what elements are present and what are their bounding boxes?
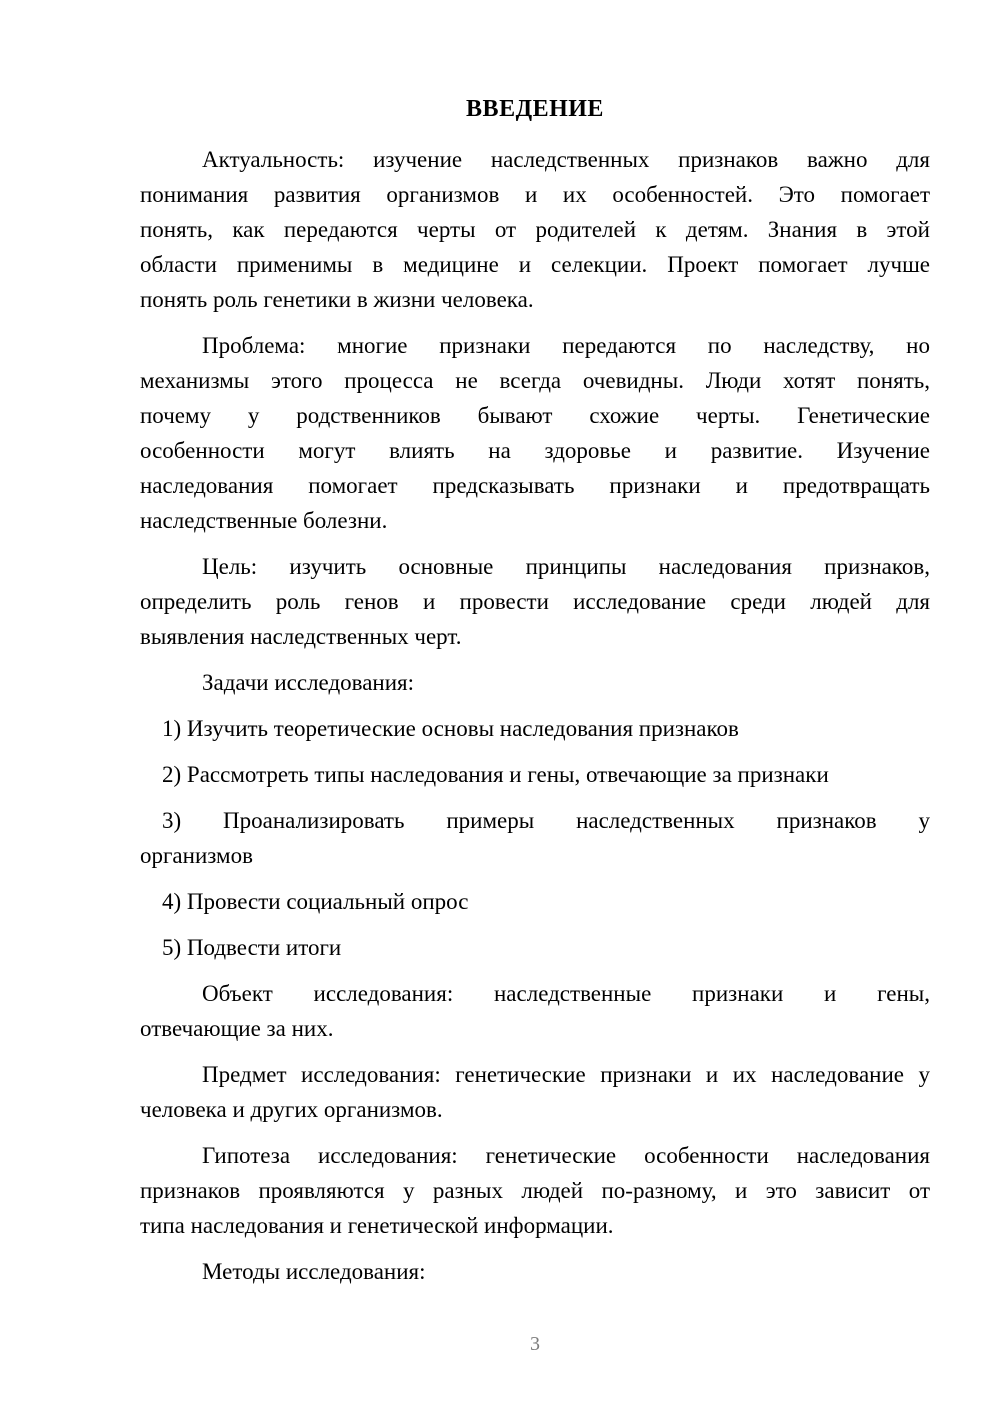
text-line: 1) Изучить теоретические основы наследования признаков: [162, 716, 739, 741]
methods-heading: [140, 1254, 930, 1289]
text-line: выявления наследственных черт.: [140, 624, 462, 649]
text-line: механизмы этого процесса не всегда очевидны. Люди хотят понять,: [140, 368, 930, 393]
text-line: 2) Рассмотреть типы наследования и гены, отвечающие за признаки: [162, 762, 829, 787]
paragraph-subject: [140, 1057, 930, 1127]
text-line: 5) Подвести итоги: [162, 935, 342, 960]
text-line: человека и других организмов.: [140, 1097, 443, 1122]
text-line: признаков проявляются у разных людей по-разному, и это зависит от: [140, 1178, 930, 1203]
text-line: определить роль генов и провести исследование среди людей для: [140, 589, 930, 614]
text-line: области применимы в медицине и селекции. Проект помогает лучше: [140, 252, 930, 277]
task-item-2: [140, 757, 930, 792]
paragraph-relevance: [140, 142, 930, 317]
paragraph-hypothesis: [140, 1138, 930, 1243]
text-line: понимания развития организмов и их особенностей. Это помогает: [140, 182, 930, 207]
text-line: организмов: [140, 843, 253, 868]
text-line: понять, как передаются черты от родителей к детям. Знания в этой: [140, 217, 930, 242]
tasks-heading: [140, 665, 930, 700]
text-line: особенности могут влиять на здоровье и развитие. Изучение: [140, 438, 930, 463]
text-line: Цель: изучить основные принципы наследования признаков,: [202, 554, 930, 579]
text-line: Объект исследования: наследственные признаки и гены,: [202, 981, 930, 1006]
document-title: ВВЕДЕНИЕ: [466, 96, 604, 122]
text-line: Задачи исследования:: [202, 670, 415, 695]
text-line: почему у родственников бывают схожие черты. Генетические: [140, 403, 930, 428]
text-line: Предмет исследования: генетические признаки и их наследование у: [202, 1062, 930, 1087]
text-line: Методы исследования:: [202, 1259, 426, 1284]
paragraph-problem: [140, 328, 930, 538]
task-item-3: [140, 803, 930, 873]
text-line: Проблема: многие признаки передаются по наследству, но: [202, 333, 930, 358]
text-line: наследственные болезни.: [140, 508, 388, 533]
paragraph-goal: [140, 549, 930, 654]
text-line: наследования помогает предсказывать признаки и предотвращать: [140, 473, 930, 498]
paragraph-object: [140, 976, 930, 1046]
document-content: [140, 92, 930, 1300]
text-line: 4) Провести социальный опрос: [162, 889, 469, 914]
task-item-5: [140, 930, 930, 965]
text-line: Актуальность: изучение наследственных признаков важно для: [202, 147, 930, 172]
text-line: Гипотеза исследования: генетические особенности наследования: [202, 1143, 930, 1168]
text-line: понять роль генетики в жизни человека.: [140, 287, 534, 312]
text-line: типа наследования и генетической информации.: [140, 1213, 614, 1238]
text-line: 3) Проанализировать примеры наследственных признаков у: [162, 808, 930, 833]
task-item-4: [140, 884, 930, 919]
task-item-1: [140, 711, 930, 746]
page-number: 3: [530, 1333, 540, 1355]
text-line: отвечающие за них.: [140, 1016, 334, 1041]
